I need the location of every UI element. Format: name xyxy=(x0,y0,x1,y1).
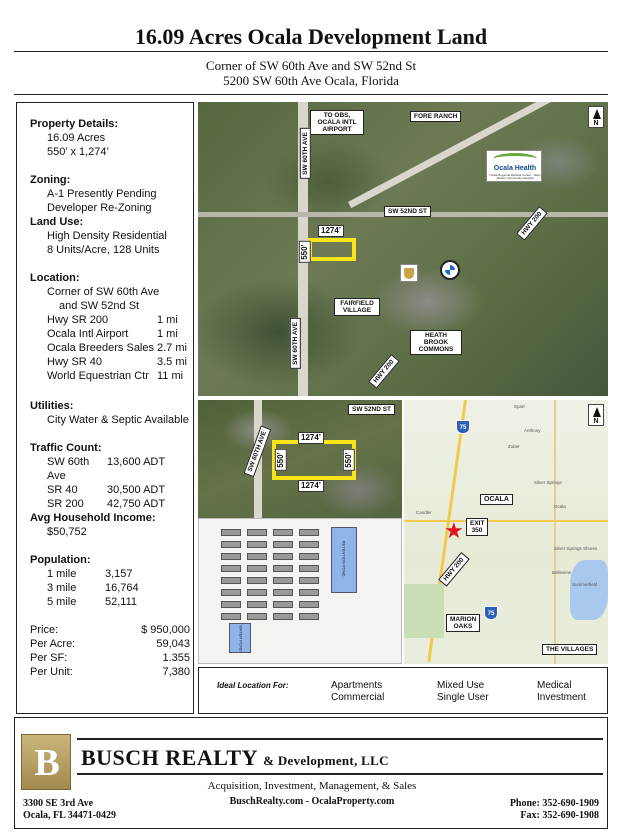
dim-right: 550’ xyxy=(343,449,355,471)
detail-key: Ocala Breeders Sales xyxy=(47,342,154,354)
label-exit: EXIT 350 xyxy=(466,518,488,536)
detail-value: 3,157 xyxy=(105,568,133,580)
detail-value: 59,043 xyxy=(156,638,190,650)
ideal-location-box xyxy=(198,667,608,714)
detail-row xyxy=(47,341,190,355)
town-label: Summerfield xyxy=(572,582,598,587)
subtitle-line-2: 5200 SW 60th Ave Ocala, Florida xyxy=(223,73,399,88)
ideal-column-3 xyxy=(537,680,586,704)
zoning-line-2: Developer Re-Zoning xyxy=(47,202,152,214)
building-block xyxy=(299,589,319,596)
detail-value: 2.7 mi xyxy=(157,342,187,354)
detail-key: 3 mile xyxy=(47,582,77,594)
building-block xyxy=(221,577,241,584)
detail-row xyxy=(47,567,190,581)
building-block xyxy=(299,529,319,536)
ideal-item: Commercial xyxy=(331,692,385,703)
contact-phones xyxy=(510,798,599,822)
building-block xyxy=(221,529,241,536)
brand-main: BUSCH REALTY xyxy=(81,745,258,770)
detail-row xyxy=(47,313,190,327)
company-footer xyxy=(14,717,608,829)
detail-row xyxy=(47,581,190,595)
aerial-map-top xyxy=(198,102,608,396)
address-line-1: 3300 SE 3rd Ave xyxy=(23,798,94,809)
north-arrow-roadmap-icon: N xyxy=(588,404,604,426)
title-divider xyxy=(14,51,608,52)
dim-width: 1274’ xyxy=(318,225,344,237)
ideal-column-2 xyxy=(437,680,489,704)
town-label: Anthony xyxy=(524,428,541,433)
road-hwy200 xyxy=(348,102,581,208)
detail-value: 42,750 ADT xyxy=(107,498,166,510)
detail-key: Per Unit: xyxy=(30,666,73,678)
ideal-item: Apartments xyxy=(331,680,383,691)
utilities-section xyxy=(30,399,189,427)
building-block xyxy=(247,577,267,584)
water-pond xyxy=(229,623,251,653)
ideal-item: Medical xyxy=(537,680,572,691)
subtitle-divider xyxy=(14,94,608,95)
income-heading: Avg Household Income: xyxy=(30,512,156,524)
ideal-column-1 xyxy=(331,680,384,704)
zoning-line-1: A-1 Presently Pending xyxy=(47,188,157,200)
population-section xyxy=(30,553,190,609)
land-use-heading: Land Use: xyxy=(30,216,84,228)
building-block xyxy=(221,589,241,596)
detail-row xyxy=(47,355,190,369)
detail-row xyxy=(47,595,190,609)
label-fore-ranch: FORE RANCH xyxy=(410,111,461,122)
detail-row xyxy=(47,497,190,511)
detail-key: Hwy SR 200 xyxy=(47,314,109,326)
website-links[interactable]: BuschRealty.com - OcalaProperty.com xyxy=(229,796,395,807)
parcel-outline xyxy=(308,238,356,261)
site-plan xyxy=(198,518,402,664)
label-airport: TO OBS, OCALA INTL AIRPORT xyxy=(310,110,364,135)
detail-key: 1 mile xyxy=(47,568,77,580)
label-sw60-bottom: SW 60TH AVE xyxy=(290,318,301,369)
building-block xyxy=(221,565,241,572)
company-address xyxy=(23,798,116,822)
detail-value: 52,111 xyxy=(105,596,138,608)
ideal-title: Ideal Location For: xyxy=(217,681,289,690)
label-heathbrook: HEATH BROOK COMMONS xyxy=(410,330,462,355)
porsche-logo-icon xyxy=(400,264,418,282)
building-block xyxy=(299,565,319,572)
building-block xyxy=(273,577,293,584)
dim-bottom: 1274’ xyxy=(298,480,324,492)
building-block xyxy=(299,613,319,620)
detail-row xyxy=(30,637,190,651)
phone-number: Phone: 352-690-1909 xyxy=(509,798,599,809)
site-star-icon: ★ xyxy=(444,518,464,543)
detail-value: 3.5 mi xyxy=(157,356,187,368)
town-label: Ocala xyxy=(554,504,566,509)
detail-row xyxy=(47,327,190,341)
building-block xyxy=(273,565,293,572)
detail-row xyxy=(30,623,190,637)
property-details-panel xyxy=(16,102,194,714)
forest-area xyxy=(404,584,444,638)
traffic-list xyxy=(30,455,190,511)
detail-value: 16,764 xyxy=(105,582,139,594)
detail-key: 5 mile xyxy=(47,596,77,608)
label-hwy200-roadmap: HWY 200 xyxy=(438,552,469,586)
building-block xyxy=(247,541,267,548)
ocala-health-logo xyxy=(486,150,542,182)
ideal-item: Mixed Use xyxy=(437,680,485,691)
dim-depth: 550’ xyxy=(299,241,311,263)
property-acres: 16.09 Acres xyxy=(47,132,106,144)
page-title: 16.09 Acres Ocala Development Land xyxy=(134,24,488,49)
building-block xyxy=(247,565,267,572)
label-sw52-detail: SW 52ND ST xyxy=(348,404,395,415)
detail-value: 1.355 xyxy=(162,652,190,664)
traffic-section xyxy=(30,441,190,511)
brand-name xyxy=(81,745,389,771)
building-block xyxy=(299,577,319,584)
town-label: Sparr xyxy=(514,404,526,409)
water-pond-label: WATER POND xyxy=(238,625,244,652)
town-label: Silver Springs xyxy=(534,480,562,485)
detail-key: World Equestrian Ctr xyxy=(47,370,149,382)
detail-row xyxy=(30,651,190,665)
population-list xyxy=(30,567,190,609)
aerial-map-detail xyxy=(198,400,402,518)
town-label: Belleview xyxy=(552,570,572,575)
detail-key: Hwy SR 40 xyxy=(47,356,103,368)
tagline: Acquisition, Investment, Management, & Sales xyxy=(207,780,417,792)
subtitle xyxy=(0,58,622,88)
building-block xyxy=(273,589,293,596)
detail-key: SR 200 xyxy=(47,498,84,510)
property-dimensions: 550’ x 1,274’ xyxy=(47,146,109,158)
location-line-1: Corner of SW 60th Ave xyxy=(47,286,160,298)
location-distance-list xyxy=(30,313,190,383)
bmw-logo-icon xyxy=(440,260,460,280)
town-label: Candler xyxy=(416,510,432,515)
detail-row xyxy=(47,455,190,483)
zoning-section xyxy=(30,173,156,215)
price-section xyxy=(30,623,190,679)
town-label: Zuber xyxy=(508,444,520,449)
income-value: $50,752 xyxy=(47,526,87,538)
regional-road-map xyxy=(404,400,608,664)
label-hwy200-bottom: HWY 200 xyxy=(368,354,399,388)
i75-shield-top-icon: 75 xyxy=(456,420,470,434)
building-block xyxy=(247,613,267,620)
detail-value: $ 950,000 xyxy=(141,624,190,636)
location-heading: Location: xyxy=(30,272,80,284)
detail-key: Per Acre: xyxy=(30,638,76,650)
building-block xyxy=(221,541,241,548)
building-block xyxy=(247,589,267,596)
retention-pond xyxy=(331,527,357,593)
detail-value: 11 mi xyxy=(157,370,184,382)
population-heading: Population: xyxy=(30,554,91,566)
utilities-heading: Utilities: xyxy=(30,400,74,412)
fax-number: Fax: 352-690-1908 xyxy=(520,810,599,821)
zoning-heading: Zoning: xyxy=(30,174,71,186)
label-sw60-top: SW 60TH AVE xyxy=(300,128,311,179)
building-block xyxy=(273,529,293,536)
building-block xyxy=(221,553,241,560)
detail-value: 30,500 ADT xyxy=(107,484,166,496)
building-block xyxy=(273,553,293,560)
ideal-item: Single User xyxy=(437,692,489,703)
ocala-health-subtext: Ocala Regional Medical Center · West Marion Community Hospital xyxy=(489,173,541,180)
location-section xyxy=(30,271,190,383)
north-arrow-icon: N xyxy=(588,106,604,128)
land-use-line-1: High Density Residential xyxy=(47,230,167,242)
land-use-line-2: 8 Units/Acre, 128 Units xyxy=(47,244,160,256)
footer-rule-top xyxy=(77,738,603,740)
detail-row xyxy=(30,665,190,679)
building-block xyxy=(299,553,319,560)
road-us441 xyxy=(554,400,556,664)
detail-key: Per SF: xyxy=(30,652,68,664)
label-marion-oaks: MARION OAKS xyxy=(446,614,480,632)
detail-key: SW 60th Ave xyxy=(47,456,90,482)
building-block xyxy=(247,529,267,536)
detail-value: 7,380 xyxy=(162,666,190,678)
utilities-line-1: City Water & Septic Available xyxy=(47,414,189,426)
brand-tail: & Development, LLC xyxy=(263,753,389,768)
building-block xyxy=(273,613,293,620)
traffic-heading: Traffic Count: xyxy=(30,442,102,454)
i75-shield-bottom-icon: 75 xyxy=(484,606,498,620)
building-block xyxy=(247,601,267,608)
land-use-section xyxy=(30,215,167,257)
detail-value: 1 mi xyxy=(157,328,178,340)
building-block xyxy=(299,541,319,548)
ocala-health-swoosh-icon xyxy=(493,153,537,165)
building-block xyxy=(273,601,293,608)
label-ocala: OCALA xyxy=(480,494,513,505)
ideal-item: Investment xyxy=(537,692,586,703)
lake-weir xyxy=(570,560,608,620)
label-hwy200-top: HWY 200 xyxy=(516,206,547,240)
dim-top: 1274’ xyxy=(298,432,324,444)
detail-value: 1 mi xyxy=(157,314,178,326)
building-block xyxy=(273,541,293,548)
building-block xyxy=(299,601,319,608)
logo-letter: B xyxy=(34,742,60,784)
label-the-villages: THE VILLAGES xyxy=(542,644,597,655)
location-line-2: and SW 52nd St xyxy=(59,300,140,312)
ocala-health-name: Ocala Health xyxy=(493,165,537,172)
property-section xyxy=(30,117,118,159)
detail-row xyxy=(47,483,190,497)
label-sw60-detail: SW 60TH AVE xyxy=(243,426,271,477)
building-block xyxy=(221,601,241,608)
label-fairfield: FAIRFIELD VILLAGE xyxy=(334,298,380,316)
address-line-2: Ocala, FL 34471-0429 xyxy=(23,810,117,821)
detail-value: 13,600 ADT xyxy=(107,456,166,468)
footer-rule-bottom xyxy=(77,773,603,775)
detail-key: Ocala Intl Airport xyxy=(47,328,129,340)
income-section xyxy=(30,511,156,539)
retention-pond-label: RETENTION POND xyxy=(341,540,347,577)
building-block xyxy=(247,553,267,560)
subtitle-line-1: Corner of SW 60th Ave and SW 52nd St xyxy=(205,58,417,73)
dim-left: 550’ xyxy=(275,449,287,471)
property-heading: Property Details: xyxy=(30,118,119,130)
detail-row xyxy=(47,369,190,383)
detail-key: SR 40 xyxy=(47,484,78,496)
road-sr40 xyxy=(404,520,608,522)
detail-key: Price: xyxy=(30,624,59,636)
town-label: Silver Springs Shores xyxy=(554,546,598,551)
label-sw52: SW 52ND ST xyxy=(384,206,431,217)
